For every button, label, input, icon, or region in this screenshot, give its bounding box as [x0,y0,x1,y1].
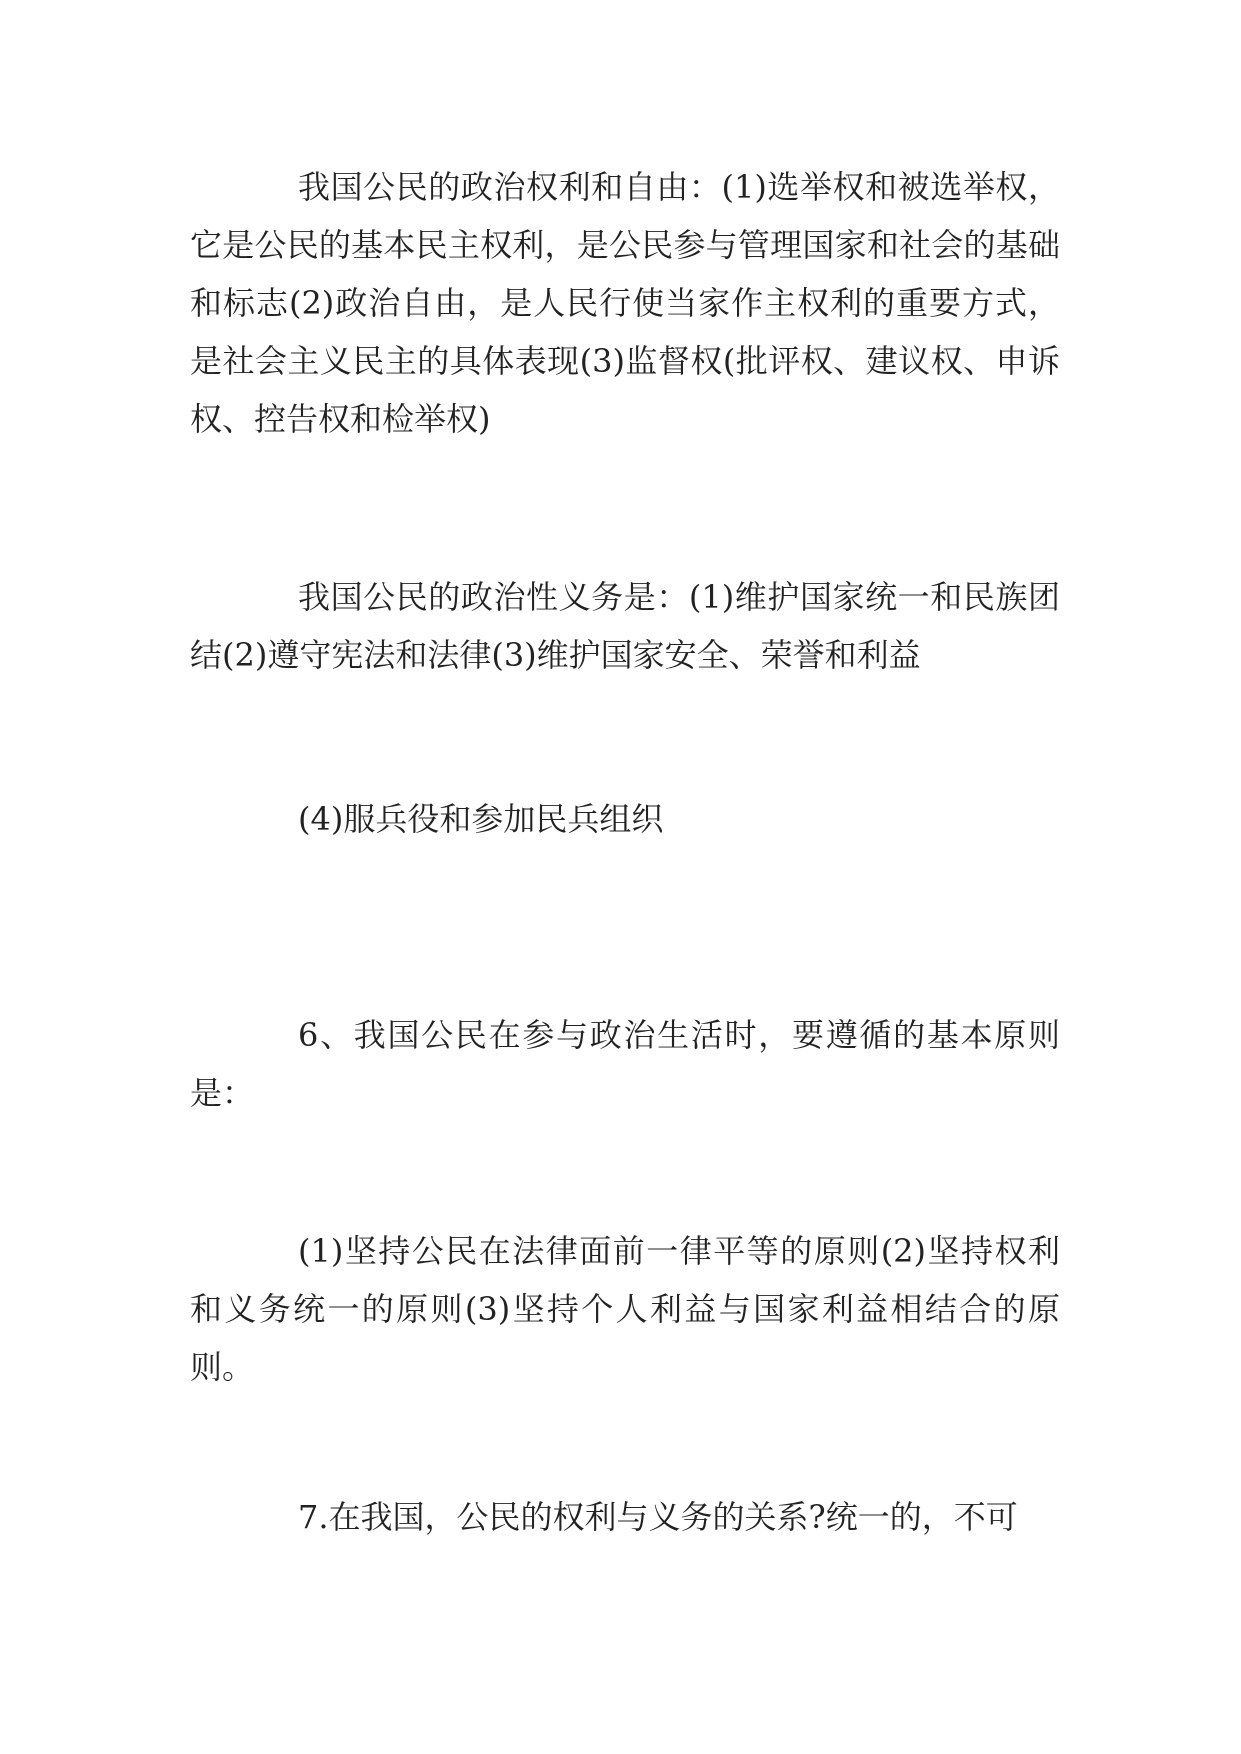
paragraph-principles-list: (1)坚持公民在法律面前一律平等的原则(2)坚持权利和义务统一的原则(3)坚持个人利益与国家利益相结合的原则。 [190,1232,1060,1386]
paragraph-political-duties: 我国公民的政治性义务是：(1)维护国家统一和民族团结(2)遵守宪法和法律(3)维护国家安全、荣誉和利益 [190,578,1060,674]
paragraph-political-rights: 我国公民的政治权利和自由：(1)选举权和被选举权，它是公民的基本民主权利，是公民参与管理国家和社会的基础和标志(2)政治自由，是人民行使当家作主权利的重要方式，是社会主义民主的具体表现(3)监督权(批评权、建议权、申诉权、控告权和检举权) [190,168,1060,438]
paragraph-military-service: (4)服兵役和参加民兵组织 [298,800,664,838]
paragraph-rights-duties-relation: 7.在我国，公民的权利与义务的关系?统一的，不可 [298,1498,1018,1536]
paragraph-principles-question: 6、我国公民在参与政治生活时，要遵循的基本原则是： [190,1016,1060,1112]
